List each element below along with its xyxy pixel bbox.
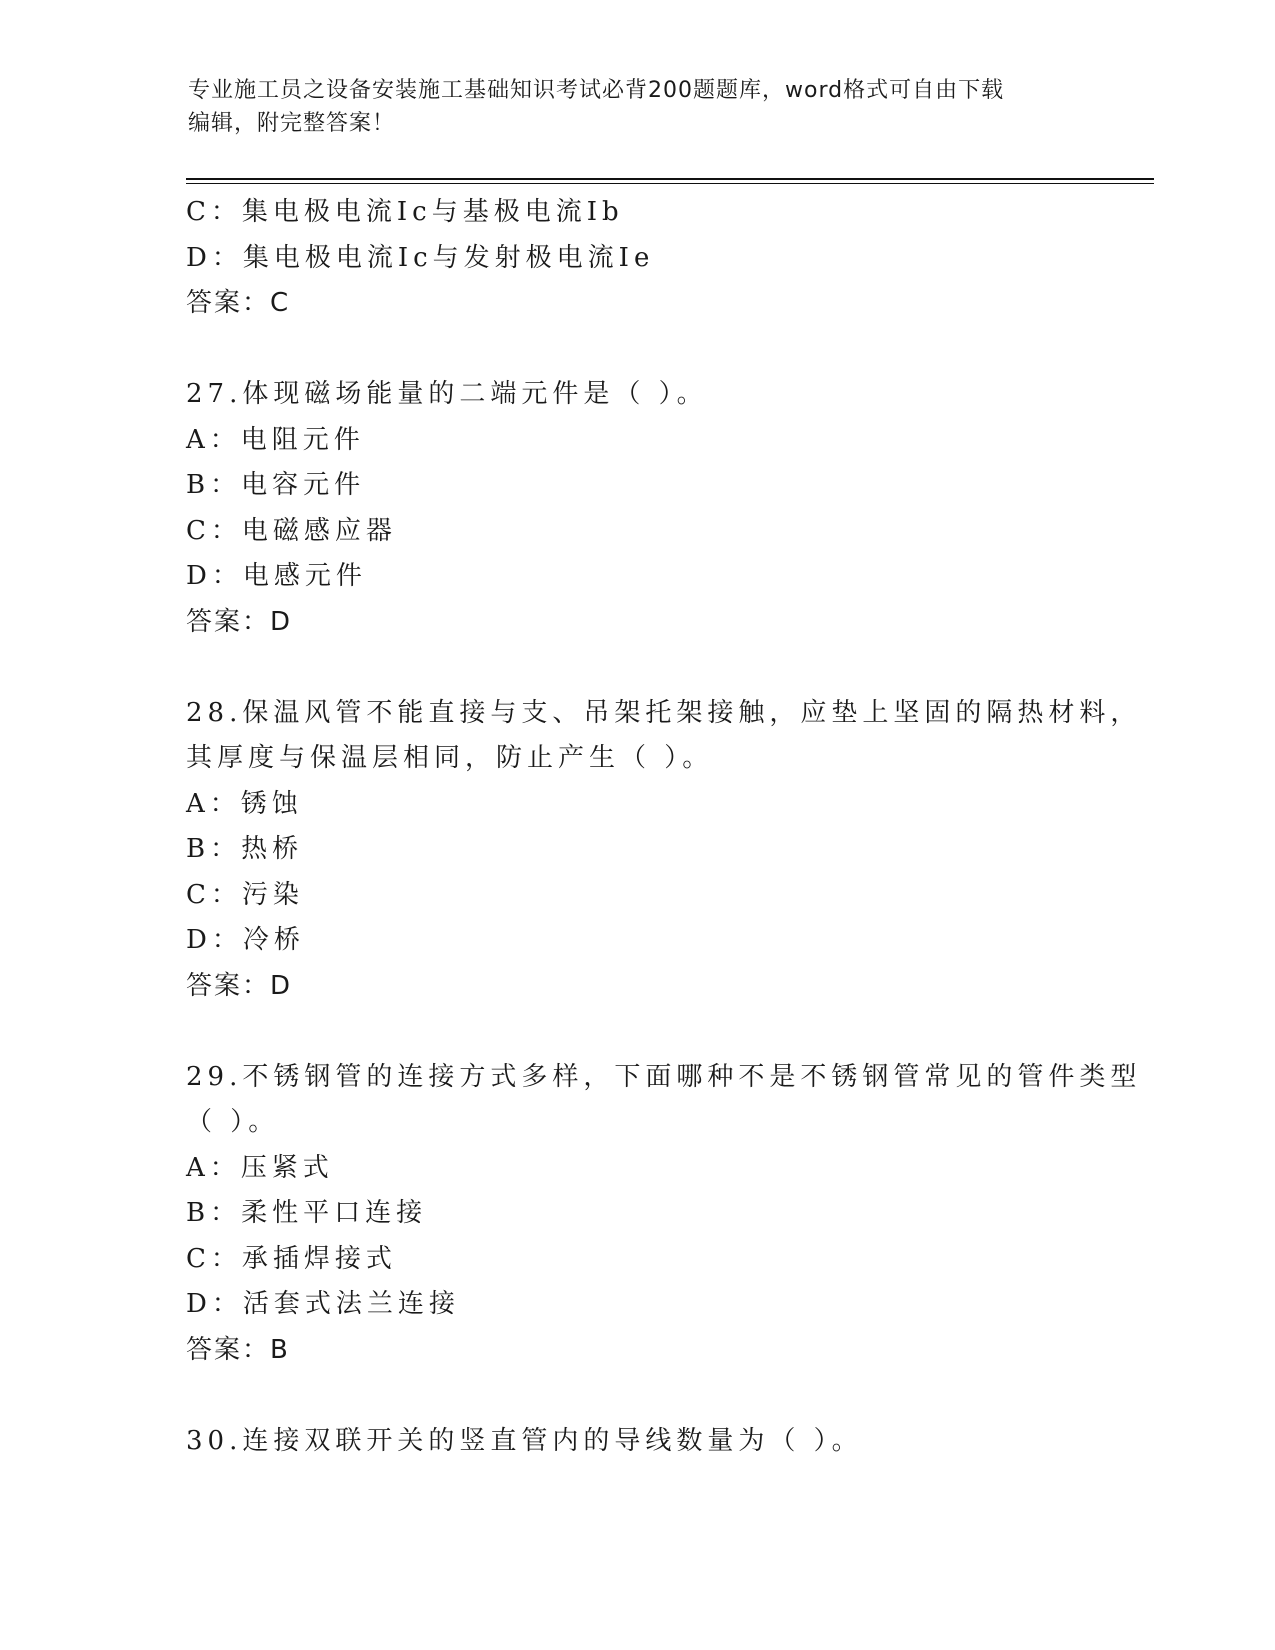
header-title-line-2: 编辑，附完整答案！ [188, 111, 396, 136]
option-c: C：承插焊接式 [186, 1243, 397, 1274]
question-stem-line-2: （ ）。 [186, 1107, 280, 1137]
question-26-tail [186, 190, 1086, 327]
option-c: C：集电极电流Ic与基极电流Ib [186, 197, 624, 227]
question-27 [186, 372, 1086, 645]
option-b: B：热桥 [186, 834, 304, 864]
option-d: D：活套式法兰连接 [186, 1289, 460, 1319]
header-divider-thick [186, 178, 1154, 180]
answer-line: 答案：D [186, 606, 293, 637]
option-d: D：冷桥 [186, 925, 305, 955]
option-c: C：污染 [186, 879, 304, 910]
answer-line: 答案：B [186, 1334, 290, 1365]
question-stem: 27.体现磁场能量的二端元件是（ ）。 [186, 379, 708, 409]
header-title-line-1: 专业施工员之设备安装施工基础知识考试必背200题题库，word格式可自由下载 [188, 78, 1005, 103]
question-28 [186, 691, 1142, 1010]
spacer [186, 1373, 1086, 1419]
answer-line: 答案：D [186, 970, 293, 1001]
question-stem-line-2: 其厚度与保温层相同，防止产生（ ）。 [186, 743, 714, 773]
question-29 [186, 1055, 1142, 1374]
option-a: A：电阻元件 [186, 424, 365, 455]
option-b: B：柔性平口连接 [186, 1198, 428, 1228]
option-a: A：锈蚀 [186, 788, 303, 819]
question-stem-line-1: 28.保温风管不能直接与支、吊架托架接触，应垫上坚固的隔热材料， [186, 697, 1142, 728]
question-list [186, 190, 1142, 1464]
spacer [186, 327, 1086, 373]
option-a: A：压紧式 [186, 1152, 334, 1183]
answer-line: 答案：C [186, 288, 291, 318]
option-d: D：电感元件 [186, 561, 367, 591]
question-stem: 30.连接双联开关的竖直管内的导线数量为（ ）。 [186, 1425, 863, 1456]
option-d: D：集电极电流Ic与发射极电流Ie [186, 242, 655, 273]
spacer [186, 645, 1086, 691]
question-30 [186, 1419, 1086, 1465]
spacer [186, 1009, 1086, 1055]
option-c: C：电磁感应器 [186, 515, 397, 546]
header-divider-thin [186, 183, 1154, 184]
option-b: B：电容元件 [186, 470, 366, 500]
document-header [188, 74, 1088, 140]
question-stem-line-1: 29.不锈钢管的连接方式多样，下面哪种不是不锈钢管常见的管件类型 [186, 1061, 1142, 1092]
